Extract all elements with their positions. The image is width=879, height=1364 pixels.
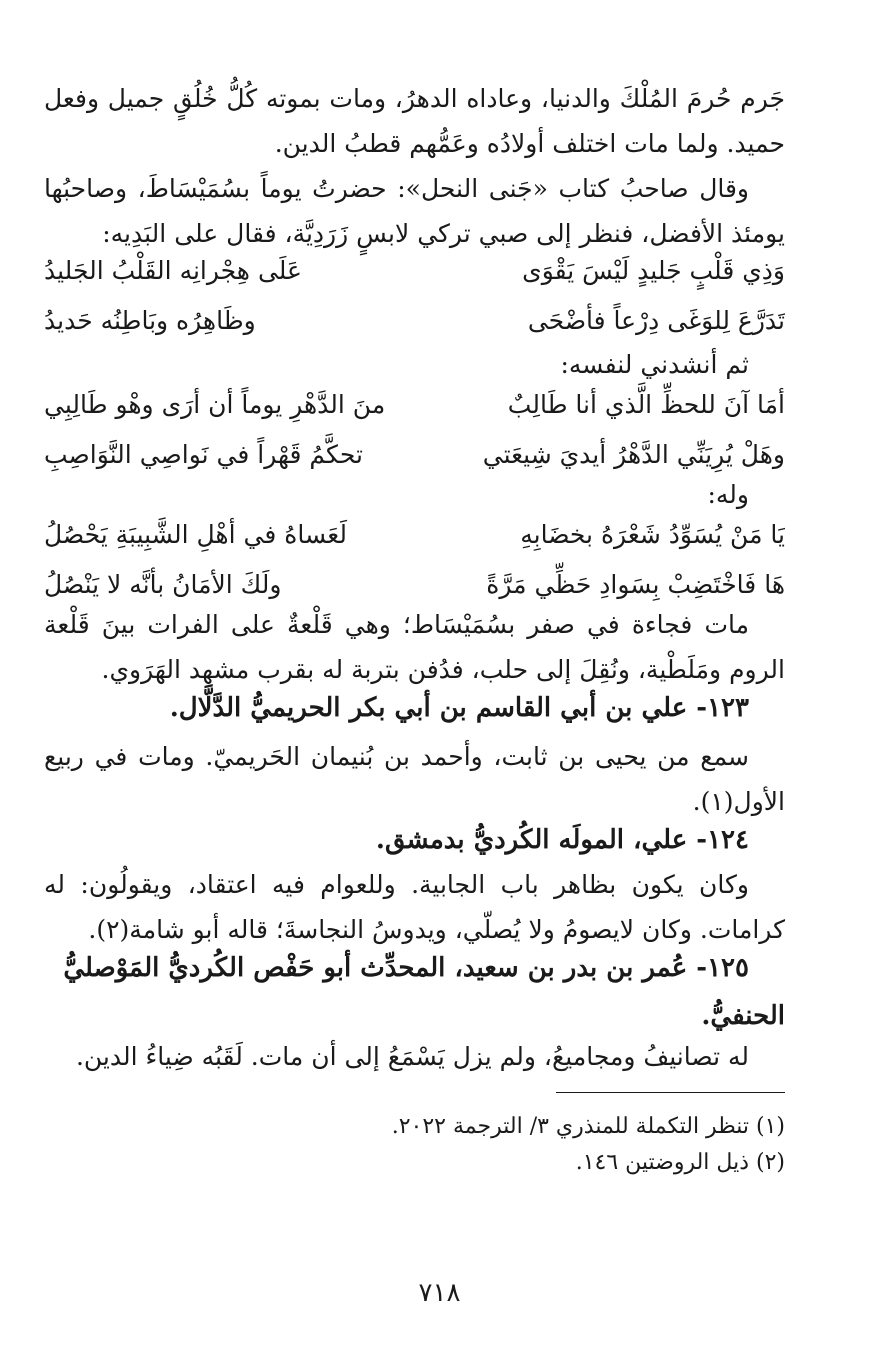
footnote-1: (١) تنظر التكملة للمنذري ٣/ الترجمة ٢٠٢٢.	[391, 1114, 785, 1139]
verse-line	[44, 510, 785, 560]
verse-first-hemistich: وهَلْ يُرِيَنِّي الدَّهْرُ أيديَ شِيعَتي	[482, 440, 785, 469]
entry-heading-124: ١٢٤- علي، المولَه الكُرديُّ بدمشق.	[375, 825, 749, 855]
poem-2	[44, 380, 785, 480]
paragraph-continuation: جَرم حُرمَ المُلْكَ والدنيا، وعاداه الدهرُ، ومات بموته كُلُّ خُلُقٍ جميل وفعل حميد. ولما مات اختلف أولادُه وعَمُّهم قطبُ الدين.	[44, 84, 785, 158]
verse-first-hemistich: هَا فَاخْتَضِبْ بِسَوادِ حَظِّي مَرَّةً	[486, 570, 785, 599]
paragraph-and-his: وله:	[707, 480, 749, 509]
verse-first-hemistich: تَدَرَّعَ لِلوَغَى دِرْعاً فأضْحَى	[527, 306, 785, 335]
verse-second-hemistich: وظَاهِرُه وبَاطِنُه حَديدُ	[44, 306, 256, 335]
entry-heading-123: ١٢٣- علي بن أبي القاسم بن أبي بكر الحريميُّ الدَّلَّال.	[169, 693, 749, 723]
verse-second-hemistich: لَعَساهُ في أهْلِ الشَّبِيبَةِ يَحْصُلُ	[44, 520, 347, 549]
verse-first-hemistich: يَا مَنْ يُسَوِّدُ شَعْرَهُ بخضَابِهِ	[520, 520, 785, 549]
paragraph-recited: ثم أنشدني لنفسه:	[560, 350, 749, 379]
verse-first-hemistich: وَذِي قَلْبٍ جَليدٍ لَيْسَ يَقْوَى	[522, 256, 785, 285]
paragraph-janna-al-nahl: وقال صاحبُ كتاب «جَنى النحل»: حضرتُ يوماً بسُمَيْسَاطَ، وصاحبُها يومئذ الأفضل، فنظر إلى صبي تركي لابسٍ زَرَدِيَّة، فقال على البَدِيه:	[44, 174, 785, 248]
paragraph-death: مات فجاءة في صفر بسُمَيْسَاط؛ وهي قَلْعةٌ على الفرات بينَ قَلْعة الروم ومَلَطْية، ونُقِلَ إلى حلب، فدُفن بتربة له بقرب مشهد الهَرَوي.	[44, 610, 785, 684]
paragraph-entry-123: سمع من يحيى بن ثابت، وأحمد بن بُنيمان الحَريميّ. ومات في ربيع الأول(١).	[44, 742, 785, 816]
footnote-divider	[556, 1092, 785, 1093]
poem-1	[44, 246, 785, 346]
entry-heading-125: ١٢٥- عُمر بن بدر بن سعيد، المحدِّث أبو حَفْص الكُرديُّ المَوْصليُّ الحنفيُّ.	[63, 953, 785, 1031]
verse-second-hemistich: تحكَّمُ قَهْراً في نَواصِي النَّوَاصِبِ	[44, 440, 363, 469]
verse-line	[44, 380, 785, 430]
verse-second-hemistich: ولَكَ الأمَانُ بأنَّه لا يَنْصُلُ	[44, 570, 282, 599]
poem-3	[44, 510, 785, 610]
paragraph-entry-125: له تصانيفُ ومجاميعُ، ولم يزل يَسْمَعُ إلى أن مات. لَقَبُه ضِياءُ الدين.	[75, 1042, 749, 1071]
verse-line	[44, 296, 785, 346]
verse-line	[44, 246, 785, 296]
page-number: ٧١٨	[418, 1278, 461, 1308]
verse-second-hemistich: منَ الدَّهْرِ يوماً أن أرَى وهْو طَالِبِي	[44, 390, 386, 419]
verse-second-hemistich: عَلَى هِجْرانِه القَلْبُ الجَليدُ	[44, 256, 302, 285]
verse-first-hemistich: أمَا آنَ للحظِّ الَّذي أنا طَالِبٌ	[507, 390, 785, 419]
paragraph-entry-124: وكان يكون بظاهر باب الجابية. وللعوام فيه اعتقاد، ويقولُون: له كرامات. وكان لايصومُ ولا يُصلّي، ويدوسُ النجاسةَ؛ قاله أبو شامة(٢).	[44, 870, 785, 944]
footnote-2: (٢) ذيل الروضتين ١٤٦.	[575, 1150, 785, 1175]
